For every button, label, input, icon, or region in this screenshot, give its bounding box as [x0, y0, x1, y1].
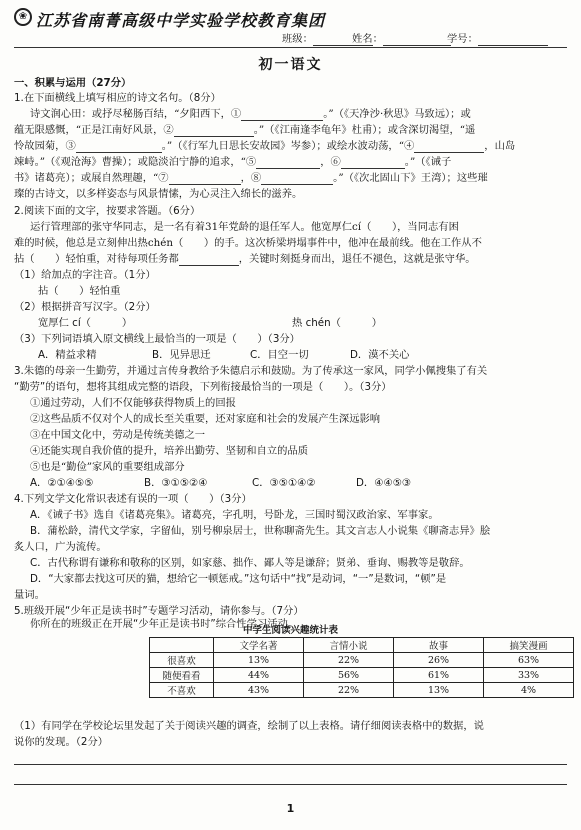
table-row — [150, 683, 574, 698]
q4-stem: 4.下列文学文化常识表述有误的一项（ ）（3分） — [14, 493, 252, 505]
section-heading: 一、积累与运用（27分） — [14, 77, 132, 89]
q5-sub-1-line-1: （1）有同学在学校论坛里发起了关于阅读兴趣的调查，绘制了以上表格。请仔细阅读表格中的数据，说 — [14, 720, 484, 732]
table-cell: 22% — [304, 683, 394, 698]
header-divider — [14, 47, 567, 48]
answer-line-2[interactable] — [14, 784, 567, 785]
table-header-cell: 言情小说 — [304, 638, 394, 653]
q1-line-1: 诗文润心田：或抒尽秘肠百结，“夕阳西下，① 。”（《天净沙·秋思》马致远）；或 — [30, 108, 471, 120]
table-cell: 44% — [214, 668, 304, 683]
q1-line-2: 蕴无限感慨，“正是江南好风景，② 。”（《江南逢李龟年》杜甫）；或含深切渴望，“遥 — [14, 124, 476, 136]
q3-item-2: ②这些品质不仅对个人的成长至关重要，还对家庭和社会的发展产生深远影响 — [30, 413, 381, 425]
q2-stem: 2.阅读下面的文字，按要求答题。（6分） — [14, 205, 201, 217]
answer-blank-6[interactable] — [341, 168, 405, 169]
q4-option-d-line-1[interactable]: D．“大家都去找这可厌的猫，想给它一顿惩戒。”这句话中“找”是动词，“一”是数词，“顿”是 — [30, 573, 447, 585]
q3-option-b[interactable]: B．③①⑤②④ — [144, 477, 208, 489]
q2-sub-3: （3）下列词语填入原文横线上最恰当的一项是（ ）（3分） — [14, 333, 300, 345]
q2-passage-3: 拈（ ）轻怕重，对待每项任务都 ，关键时刻挺身而出，退任不褪色，这就是张守华。 — [14, 253, 476, 265]
q5-intro: 你所在的班级正在开展“少年正是读书时”综合性学习活动。 — [30, 618, 299, 630]
table-cell: 22% — [304, 653, 394, 668]
school-logo-icon: ❀ — [14, 8, 32, 26]
q2-sub-2-item-b: 热 chén（ ） — [292, 317, 383, 329]
q1-line-6: 璨的古诗文，以多样姿态与风景情愫，为心灵注入绵长的滋养。 — [14, 188, 303, 200]
table-row — [150, 653, 574, 668]
q2-passage-2: 难的时候，他总是立刻伸出热chén（ ）的手。这次桥梁坍塌事件中，他冲在最前线。他在工作从不 — [14, 237, 482, 249]
answer-blank-2[interactable] — [174, 136, 254, 137]
q1-line-4: 竦峙。”（《观沧海》曹操）；或隐淡泊宁静的追求，“⑤ ，⑥ 。”（《诫子 — [14, 156, 452, 168]
table-row-label: 很喜欢 — [150, 653, 214, 668]
q3-item-5: ⑤也是“勤俭”家风的重要组成部分 — [30, 461, 185, 473]
q3-item-4: ④还能实现自我价值的提升，培养出勤劳、坚韧和自立的品质 — [30, 445, 309, 457]
answer-blank-7[interactable] — [169, 184, 241, 185]
q2-sub-2: （2）根据拼音写汉字。（2分） — [14, 301, 156, 313]
name-field — [352, 33, 451, 46]
q3-option-a[interactable]: A．②①④⑤⑤ — [30, 477, 94, 489]
q2-passage-1: 运行管理部的张守华同志，是一名有着31年党龄的退任军人。他宽厚仁cí（ ），当同志有困 — [30, 221, 459, 233]
id-label: 学号： — [447, 33, 478, 45]
q3-option-d[interactable]: D．④④⑤③ — [356, 477, 412, 489]
answer-blank-1[interactable] — [241, 120, 323, 121]
q2-sub-1-item: 拈（ ）轻怕重 — [38, 285, 121, 297]
q3-stem-2: “勤劳”的语句，想将其组成完整的语段，下列衔接最恰当的一项是（ ）。（3分） — [14, 381, 392, 393]
q3-item-1: ①通过劳动，人们不仅能够获得物质上的回报 — [30, 397, 236, 409]
answer-blank-4[interactable] — [414, 152, 484, 153]
q2-option-c[interactable]: C．目空一切 — [250, 349, 309, 361]
q2-option-b[interactable]: B．见异思迁 — [152, 349, 211, 361]
answer-blank-3[interactable] — [76, 152, 162, 153]
q3-option-c[interactable]: C．③⑤①④② — [252, 477, 316, 489]
answer-line-1[interactable] — [14, 764, 567, 765]
table-cell: 61% — [394, 668, 484, 683]
q2-option-d[interactable]: D．漠不关心 — [350, 349, 410, 361]
table-cell: 56% — [304, 668, 394, 683]
table-header-row — [150, 638, 574, 653]
table-row-label: 不喜欢 — [150, 683, 214, 698]
reading-interest-table — [149, 637, 574, 698]
q4-option-b-line-1[interactable]: B．蒲松龄，清代文学家，字留仙，别号柳泉居士，世称聊斋先生。其文言志人小说集《聊斋志异》脍 — [30, 525, 491, 537]
q3-stem-1: 3.朱德的母亲一生勤劳，并通过言传身教给予朱德启示和鼓励。为了传承这一家风，同学小佩搜集了有关 — [14, 365, 488, 377]
q5-sub-1-line-2: 说你的发现。（2分） — [14, 736, 109, 748]
q2-sub-2-item-a: 宽厚仁 cí（ ） — [38, 317, 133, 329]
table-cell: 43% — [214, 683, 304, 698]
table-header-cell: 故事 — [394, 638, 484, 653]
q4-option-a[interactable]: A．《诫子书》选自《诸葛亮集》。诸葛亮，字孔明，号卧龙，三国时蜀汉政治家、军事家。 — [30, 509, 439, 521]
q2-sub-1: （1）给加点的字注音。（1分） — [14, 269, 156, 281]
table-cell: 13% — [394, 683, 484, 698]
table-header-cell: 文学名著 — [214, 638, 304, 653]
id-blank[interactable] — [478, 45, 548, 46]
q4-option-d-line-2: 量词。 — [14, 589, 45, 601]
table-title: 中学生阅读兴趣统计表 — [242, 625, 338, 636]
q4-option-b-line-2: 炙人口，广为流传。 — [14, 541, 107, 553]
q3-item-3: ③在中国文化中，劳动是传统美德之一 — [30, 429, 206, 441]
answer-blank-8[interactable] — [261, 184, 333, 185]
table-cell: 4% — [484, 683, 574, 698]
table-cell: 63% — [484, 653, 574, 668]
q2-passage-blank[interactable] — [179, 265, 239, 266]
table-header-cell — [150, 638, 214, 653]
table-cell: 26% — [394, 653, 484, 668]
table-cell: 13% — [214, 653, 304, 668]
page-title: 初一语文 — [258, 57, 323, 73]
class-label: 班级： — [282, 33, 313, 45]
q1-line-5: 书》诸葛亮）；或展自然理趣，“⑦ ，⑧ 。”（《次北固山下》王湾）；这些璀 — [14, 172, 488, 184]
answer-blank-5[interactable] — [256, 168, 320, 169]
school-name: 江苏省南菁高级中学实验学校教育集团 — [36, 11, 326, 30]
table-row — [150, 668, 574, 683]
name-label: 姓名： — [352, 33, 383, 45]
table-header-cell: 搞笑漫画 — [484, 638, 574, 653]
q1-line-3: 怜故园菊，③ 。”（《行军九日思长安故园》岑参）；或绘水波动荡，“④ ，山岛 — [14, 140, 516, 152]
name-blank[interactable] — [383, 45, 451, 46]
id-field — [447, 33, 548, 46]
q2-option-a[interactable]: A．精益求精 — [38, 349, 97, 361]
q5-stem: 5.班级开展“少年正是读书时”专题学习活动，请你参与。（7分） — [14, 605, 304, 617]
page-number: 1 — [286, 802, 295, 815]
q4-option-c[interactable]: C．古代称谓有谦称和敬称的区别，如家慈、拙作、鄙人等是谦辞；贤弟、垂询、赐教等是敬辞。 — [30, 557, 470, 569]
q1-stem: 1.在下面横线上填写相应的诗文名句。（8分） — [14, 92, 221, 104]
table-row-label: 随便看看 — [150, 668, 214, 683]
table-cell: 33% — [484, 668, 574, 683]
